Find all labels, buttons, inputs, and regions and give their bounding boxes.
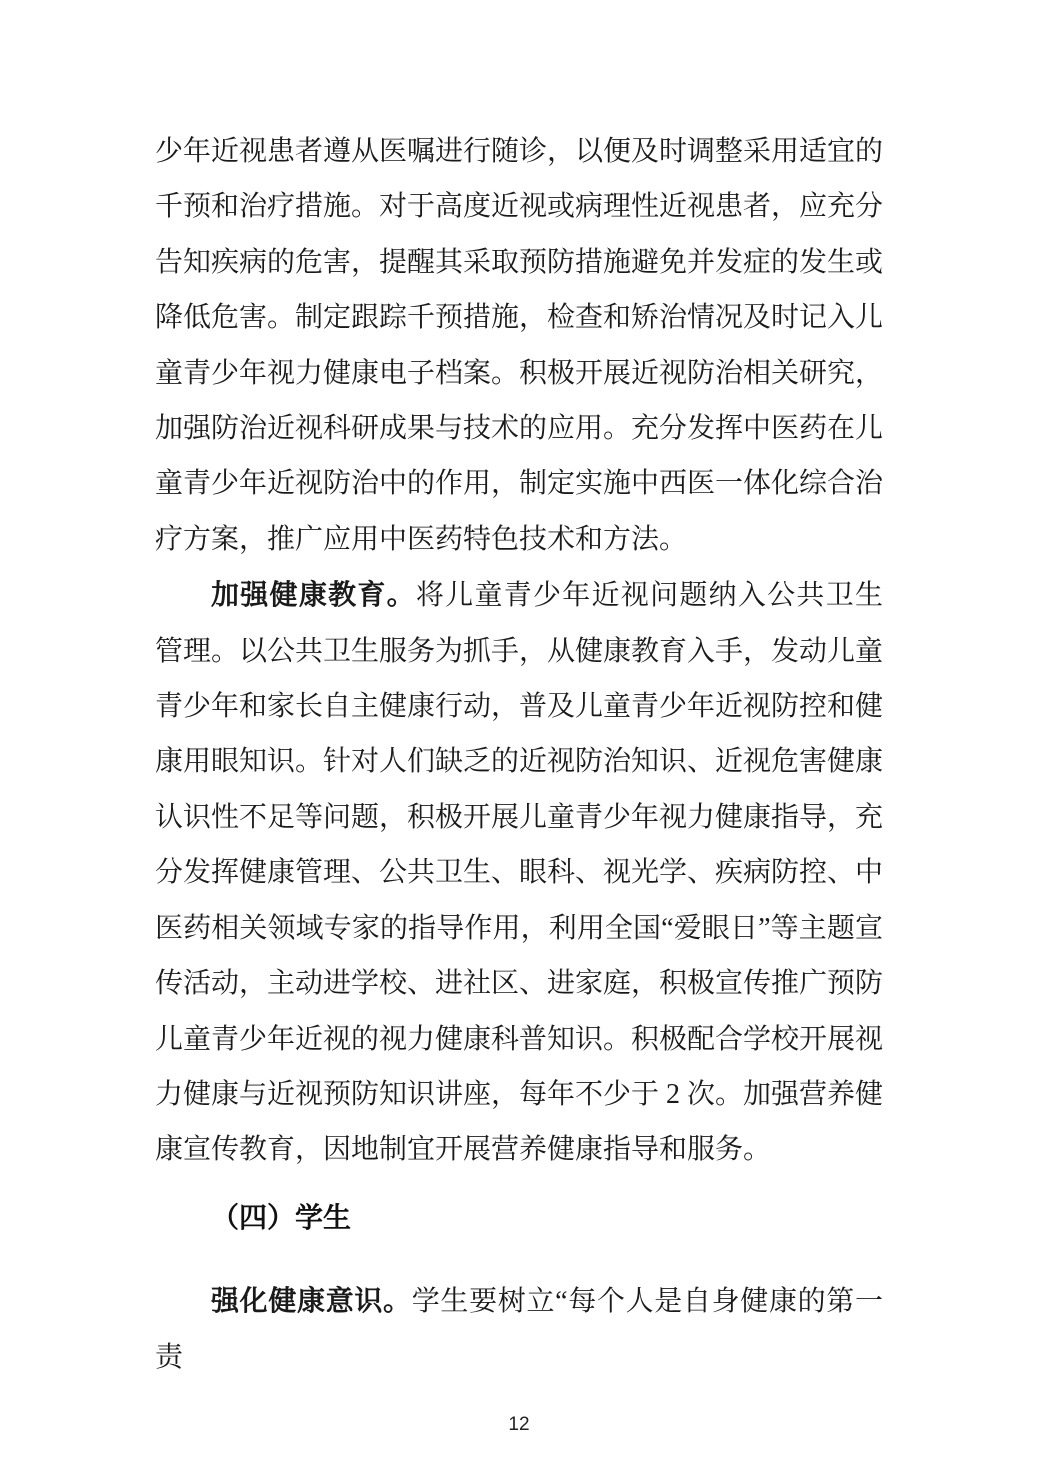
- section-heading-students: （四）学生: [211, 1202, 352, 1234]
- page-number: 12: [508, 1413, 530, 1435]
- paragraph-health-awareness: [155, 1273, 883, 1385]
- text-content: [155, 124, 883, 1435]
- paragraph-continuation: [155, 124, 883, 567]
- page-footer: [155, 1415, 883, 1435]
- paragraph-health-education: [155, 567, 883, 1177]
- paragraph-1-text: 少年近视患者遵从医嘱进行随诊，以便及时调整采用适宜的千预和治疗措施。对于高度近视或病理性近视患者，应充分告知疾病的危害，提醒其采取预防措施避免并发症的发生或降低危害。制定跟踪千预措施，检查和矫治情况及时记入儿童青少年视力健康电子档案。积极开展近视防治相关研究，加强防治近视科研成果与技术的应用。充分发挥中医药在儿童青少年近视防治中的作用，制定实施中西医一体化综合治疗方案，推广应用中医药特色技术和方法。: [155, 136, 884, 555]
- paragraph-2-text: 将儿童青少年近视问题纳入公共卫生管理。以公共卫生服务为抓手，从健康教育入手，发动儿童青少年和家长自主健康行动，普及儿童青少年近视防控和健康用眼知识。针对人们缺乏的近视防治知识、近视危害健康认识性不足等问题，积极开展儿童青少年视力健康指导，充分发挥健康管理、公共卫生、眼科、视光学、疾病防控、中医药相关领域专家的指导作用，利用全国“爱眼日”等主题宣传活动，主动进学校、进社区、进家庭，积极宣传推广预防儿童青少年近视的视力健康科普知识。积极配合学校开展视力健康与近视预防知识讲座，每年不少于 2 次。加强营养健康宣传教育，因地制宜开展营养健康指导和服务。: [155, 580, 884, 1166]
- paragraph-3-text: 学生要树立“每个人是自身健康的第一责: [155, 1286, 883, 1373]
- paragraph-3-lead: 强化健康意识。: [211, 1285, 412, 1317]
- paragraph-2-lead: 加强健康教育。: [211, 579, 416, 611]
